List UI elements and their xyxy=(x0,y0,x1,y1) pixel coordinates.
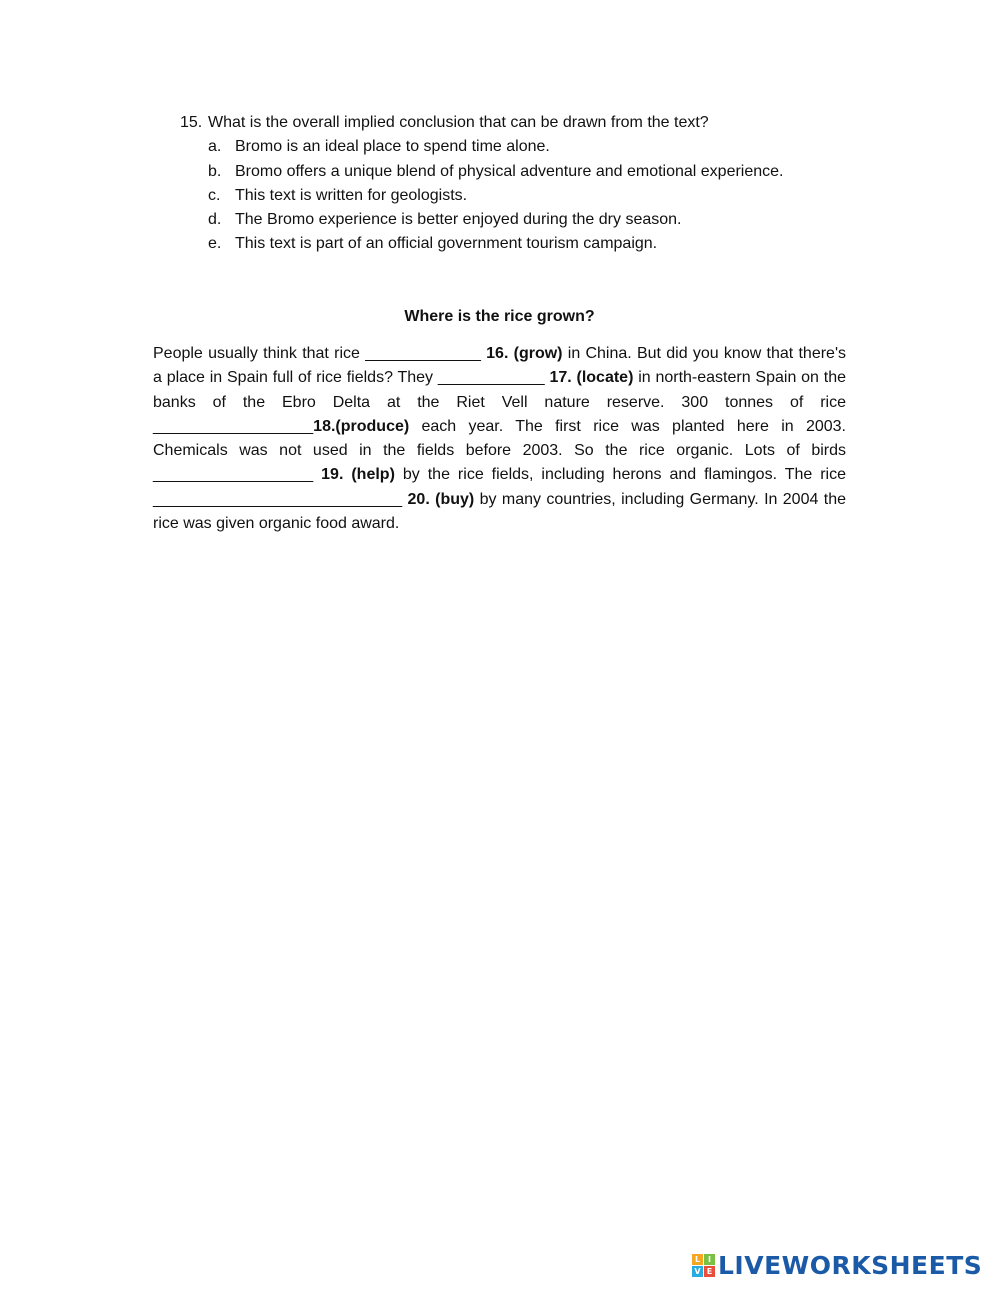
option-letter: b. xyxy=(208,162,222,180)
logo-tile-l: L xyxy=(692,1254,703,1265)
option-a[interactable] xyxy=(180,135,880,159)
option-d[interactable] xyxy=(180,208,880,232)
cue-19: 19. (help) xyxy=(321,466,395,484)
passage-sentence: by many countries, including Germany. In 2004 the rice was given organic food award. xyxy=(153,490,846,533)
blank-17[interactable]: ____________ xyxy=(437,369,545,387)
option-text: The Bromo experience is better enjoyed during the dry season. xyxy=(235,211,682,229)
cue-20: 20. (buy) xyxy=(407,490,475,508)
logo-tile-e: E xyxy=(704,1266,715,1277)
logo-icon xyxy=(692,1254,715,1277)
passage-sentence: in north-eastern Spain on the banks of the Ebro Delta at the Riet Vell nature reserve. 300 tonnes of rice xyxy=(153,369,846,411)
option-text: Bromo offers a unique blend of physical adventure and emotional experience. xyxy=(235,162,784,180)
option-letter: a. xyxy=(208,138,222,156)
option-text: This text is written for geologists. xyxy=(235,186,468,204)
option-letter: c. xyxy=(208,186,221,204)
cue-18: 18.(produce) xyxy=(313,417,410,435)
blank-19[interactable]: __________________ xyxy=(153,466,314,484)
question-stem xyxy=(180,111,880,135)
question-15 xyxy=(180,111,880,257)
cue-16: 16. (grow) xyxy=(486,345,563,362)
logo-text: LIVEWORKSHEETS xyxy=(718,1251,983,1280)
question-text: What is the overall implied conclusion that can be drawn from the text? xyxy=(208,114,709,131)
blank-16[interactable]: _____________ xyxy=(365,345,481,362)
option-letter: d. xyxy=(208,211,222,229)
option-b[interactable] xyxy=(180,160,880,184)
option-text: This text is part of an official government tourism campaign. xyxy=(235,235,658,253)
option-c[interactable] xyxy=(180,184,880,208)
logo-tile-i: I xyxy=(704,1254,715,1265)
passage-sentence: People usually think that rice xyxy=(153,345,366,362)
option-letter: e. xyxy=(208,235,222,253)
question-number: 15. xyxy=(180,114,203,131)
passage-title: Where is the rice grown? xyxy=(404,308,595,325)
logo-tile-v: V xyxy=(692,1266,703,1277)
cue-17: 17. (locate) xyxy=(549,369,634,387)
blank-18[interactable]: __________________ xyxy=(153,417,314,435)
answer-options xyxy=(180,135,880,256)
option-e[interactable] xyxy=(180,232,880,256)
passage-sentence: each year. The first rice was planted here in 2003. Chemicals was not used in the fields before 2003. So the rice organic. Lots of birds xyxy=(153,417,846,460)
blank-20[interactable]: ____________________________ xyxy=(153,490,403,508)
option-text: Bromo is an ideal place to spend time alone. xyxy=(235,138,550,156)
passage-text xyxy=(153,342,846,536)
passage-sentence: by the rice fields, including herons and flamingos. The rice xyxy=(394,466,847,484)
passage-sentence: in China. But did you know that there's a place in Spain full of rice fields? They xyxy=(153,345,846,387)
liveworksheets-logo[interactable] xyxy=(692,1253,982,1278)
